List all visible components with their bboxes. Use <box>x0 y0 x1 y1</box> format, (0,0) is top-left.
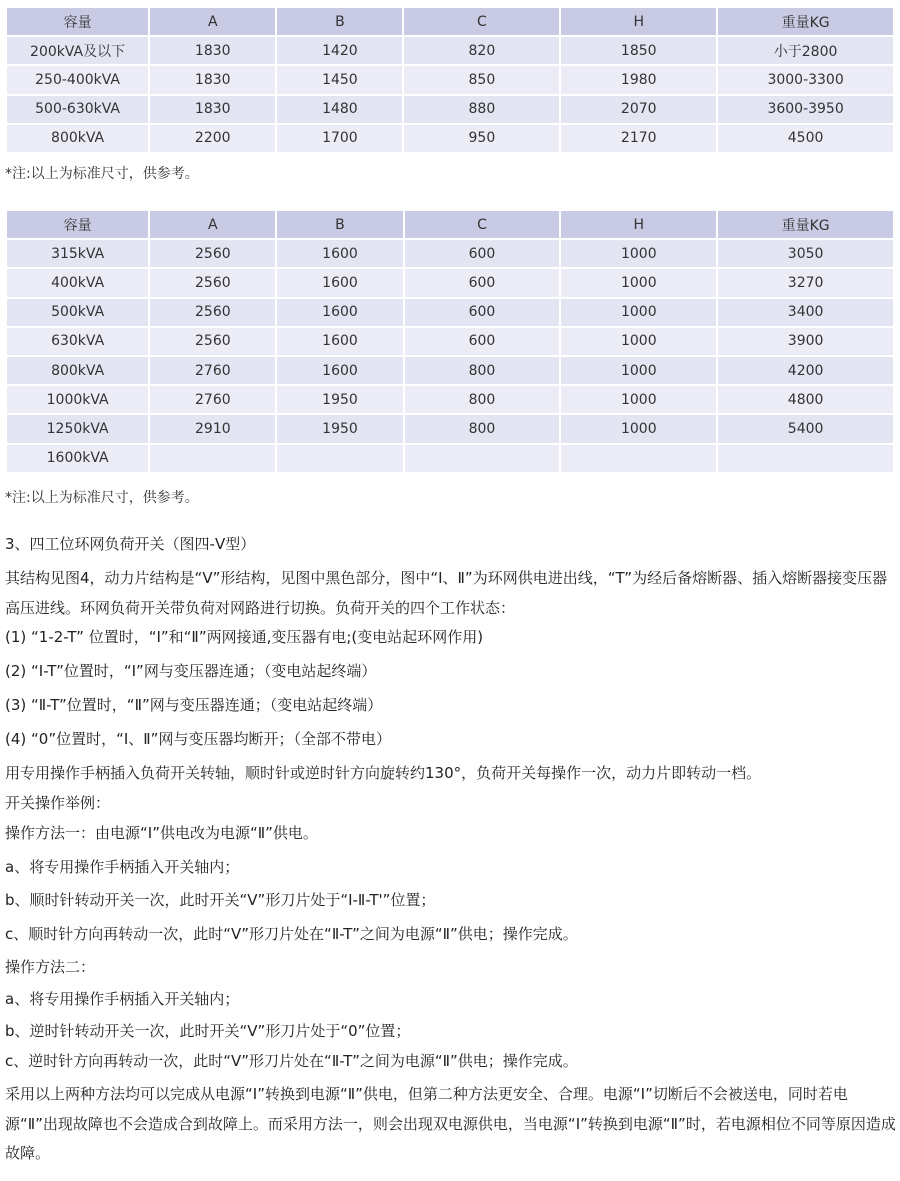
cell: 1600 <box>277 240 402 267</box>
method-2-step: b、逆时针转动开关一次，此时开关“V”形刀片处于“0”位置； <box>5 1022 411 1040</box>
cell <box>277 445 402 472</box>
table-row <box>7 386 893 413</box>
cell: 1830 <box>150 66 275 93</box>
header-c: C <box>405 211 560 238</box>
cell: 1700 <box>277 125 402 152</box>
header-capacity: 容量 <box>7 8 148 35</box>
cell: 5400 <box>718 415 893 442</box>
cell: 1000 <box>561 328 716 355</box>
cell: 3900 <box>718 328 893 355</box>
cell: 600 <box>405 269 560 296</box>
cell: 1000 <box>561 357 716 384</box>
cell: 1830 <box>150 37 275 64</box>
header-a: A <box>150 8 275 35</box>
header-capacity: 容量 <box>7 211 148 238</box>
cell: 4800 <box>718 386 893 413</box>
table-row <box>7 269 893 296</box>
method-2-step: c、逆时针方向再转动一次，此时“V”形刀片处在“Ⅱ-T”之间为电源“Ⅱ”供电；操作完成。 <box>5 1052 578 1070</box>
cell: 2760 <box>150 357 275 384</box>
spec-table-2 <box>5 209 895 474</box>
cell: 小于2800 <box>718 37 893 64</box>
cell: 1950 <box>277 415 402 442</box>
cell: 3600-3950 <box>718 96 893 123</box>
table-header-row <box>7 211 893 238</box>
method-2-title: 操作方法二： <box>5 958 96 976</box>
table-row <box>7 328 893 355</box>
cell: 2760 <box>150 386 275 413</box>
cell: 250-400kVA <box>7 66 148 93</box>
cell: 3000-3300 <box>718 66 893 93</box>
cell: 820 <box>404 37 559 64</box>
cell: 400kVA <box>7 269 148 296</box>
cell: 800 <box>405 357 560 384</box>
cell: 1480 <box>277 96 402 123</box>
cell: 1600 <box>277 269 402 296</box>
table-row <box>7 357 893 384</box>
header-h: H <box>561 8 716 35</box>
cell: 1600 <box>277 357 402 384</box>
cell: 600 <box>405 328 560 355</box>
cell: 4500 <box>718 125 893 152</box>
cell: 1450 <box>277 66 402 93</box>
cell: 3050 <box>718 240 893 267</box>
cell: 1000 <box>561 415 716 442</box>
table-row <box>7 415 893 442</box>
cell: 1600 <box>277 299 402 326</box>
table-header-row <box>7 8 893 35</box>
conclusion-paragraph: 采用以上两种方法均可以完成从电源“Ⅰ”转换到电源“Ⅱ”供电，但第二种方法更安全、合理。电源“Ⅰ”切断后不会被送电，同时若电源“Ⅱ”出现故障也不会造成合到故障上。而采用方法一，则会出现双电源供电，当电源“Ⅰ”转换到电源“Ⅱ”时，若电源相位不同等原因造成故障。 <box>5 1085 896 1162</box>
header-weight: 重量KG <box>718 211 893 238</box>
cell: 1420 <box>277 37 402 64</box>
method-1-step: c、顺时针方向再转动一次，此时“V”形刀片处在“Ⅱ-T”之间为电源“Ⅱ”供电；操作完成。 <box>5 925 578 943</box>
cell: 600 <box>405 240 560 267</box>
table-2-note: *注:以上为标准尺寸，供参考。 <box>5 490 199 506</box>
cell: 800kVA <box>7 125 148 152</box>
cell: 200kVA及以下 <box>7 37 148 64</box>
header-a: A <box>150 211 275 238</box>
cell: 1980 <box>561 66 716 93</box>
cell: 315kVA <box>7 240 148 267</box>
cell: 880 <box>404 96 559 123</box>
cell <box>150 445 275 472</box>
cell: 850 <box>404 66 559 93</box>
cell: 950 <box>404 125 559 152</box>
cell: 3270 <box>718 269 893 296</box>
method-1-title: 操作方法一：由电源“Ⅰ”供电改为电源“Ⅱ”供电。 <box>5 824 318 842</box>
cell: 500-630kVA <box>7 96 148 123</box>
header-h: H <box>561 211 716 238</box>
cell: 2910 <box>150 415 275 442</box>
cell: 2170 <box>561 125 716 152</box>
cell: 2560 <box>150 240 275 267</box>
cell: 1600kVA <box>7 445 148 472</box>
cell: 1000 <box>561 386 716 413</box>
method-1-step: b、顺时针转动开关一次，此时开关“V”形刀片处于“Ⅰ-Ⅱ-T'”位置； <box>5 891 436 909</box>
cell: 1950 <box>277 386 402 413</box>
example-title: 开关操作举例： <box>5 794 111 812</box>
cell: 1000 <box>561 299 716 326</box>
spec-table-1 <box>5 6 895 154</box>
table-row <box>7 37 893 64</box>
cell <box>405 445 560 472</box>
header-b: B <box>277 211 402 238</box>
cell <box>561 445 716 472</box>
method-2-step: a、将专用操作手柄插入开关轴内； <box>5 990 240 1008</box>
state-item: (1) “1-2-T” 位置时，“Ⅰ”和“Ⅱ”两网接通,变压器有电;(变电站起环网作用) <box>5 628 484 646</box>
cell: 1830 <box>150 96 275 123</box>
header-c: C <box>404 8 559 35</box>
state-item: (2) “Ⅰ-T”位置时，“Ⅰ”网与变压器连通；（变电站起终端） <box>5 662 377 680</box>
section-intro: 其结构见图4，动力片结构是“V”形结构，见图中黑色部分，图中“Ⅰ、Ⅱ”为环网供电进出线，“T”为经后备熔断器、插入熔断器接变压器高压进线。环网负荷开关带负荷对网路进行切换。负荷开关的四个工作状态： <box>5 569 888 617</box>
cell: 1600 <box>277 328 402 355</box>
cell: 800kVA <box>7 357 148 384</box>
table-row <box>7 96 893 123</box>
cell: 2560 <box>150 328 275 355</box>
table-row <box>7 240 893 267</box>
cell: 3400 <box>718 299 893 326</box>
cell: 2070 <box>561 96 716 123</box>
state-item: (4) “0”位置时，“Ⅰ、Ⅱ”网与变压器均断开；（全部不带电） <box>5 730 391 748</box>
rotate-paragraph: 用专用操作手柄插入负荷开关转轴，顺时针或逆时针方向旋转约130°，负荷开关每操作一次，动力片即转动一档。 <box>5 764 762 782</box>
cell: 2200 <box>150 125 275 152</box>
cell: 600 <box>405 299 560 326</box>
cell: 2560 <box>150 299 275 326</box>
table-row <box>7 125 893 152</box>
cell: 630kVA <box>7 328 148 355</box>
table-row <box>7 299 893 326</box>
cell: 1000kVA <box>7 386 148 413</box>
table-row <box>7 66 893 93</box>
cell: 800 <box>405 386 560 413</box>
table-row <box>7 445 893 472</box>
cell: 1850 <box>561 37 716 64</box>
cell <box>718 445 893 472</box>
cell: 1000 <box>561 269 716 296</box>
header-weight: 重量KG <box>718 8 893 35</box>
cell: 1250kVA <box>7 415 148 442</box>
state-item: (3) “Ⅱ-T”位置时，“Ⅱ”网与变压器连通；（变电站起终端） <box>5 696 383 714</box>
header-b: B <box>277 8 402 35</box>
cell: 800 <box>405 415 560 442</box>
cell: 4200 <box>718 357 893 384</box>
cell: 2560 <box>150 269 275 296</box>
cell: 1000 <box>561 240 716 267</box>
method-1-step: a、将专用操作手柄插入开关轴内； <box>5 858 240 876</box>
table-1-note: *注:以上为标准尺寸，供参考。 <box>5 166 199 182</box>
section-heading: 3、四工位环网负荷开关（图四-V型） <box>5 535 256 553</box>
cell: 500kVA <box>7 299 148 326</box>
